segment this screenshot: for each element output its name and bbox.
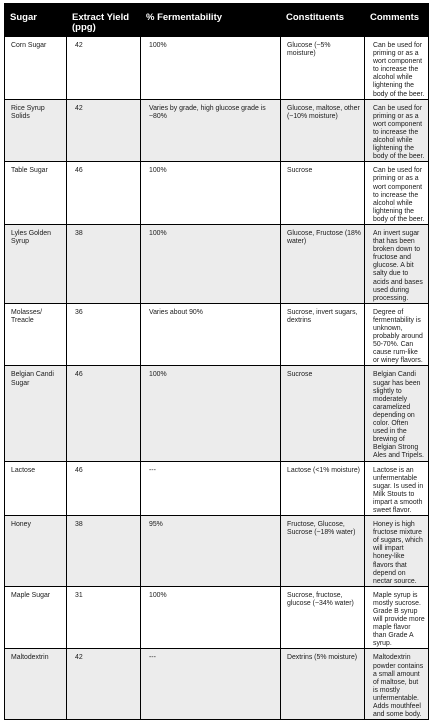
cell-constituents: Glucose, maltose, other (~10% moisture)	[281, 99, 365, 162]
table-row	[5, 366, 429, 461]
cell-sugar: Honey	[5, 516, 67, 587]
cell-yield: 46	[67, 366, 141, 461]
cell-comments: Maltodextrin powder contains a small amount of maltose, but is mostly unfermentable. Adds mouthfeel and some body.	[365, 649, 429, 720]
cell-fermentability: 100%	[141, 586, 281, 649]
cell-sugar: Lyles Golden Syrup	[5, 224, 67, 303]
cell-constituents: Sucrose	[281, 366, 365, 461]
table-row	[5, 516, 429, 587]
cell-sugar: Molasses/ Treacle	[5, 303, 67, 366]
cell-fermentability: 100%	[141, 224, 281, 303]
cell-sugar: Rice Syrup Solids	[5, 99, 67, 162]
sugar-table-sheet	[4, 3, 428, 719]
cell-fermentability: 100%	[141, 37, 281, 100]
table-row	[5, 649, 429, 720]
table-row	[5, 586, 429, 649]
cell-constituents: Sucrose, fructose, glucose (~34% water)	[281, 586, 365, 649]
cell-sugar: Maltodextrin	[5, 649, 67, 720]
table-row	[5, 37, 429, 100]
cell-yield: 42	[67, 99, 141, 162]
table-body	[5, 37, 429, 720]
sugar-table	[4, 3, 429, 720]
cell-comments: Can be used for priming or as a wort component to increase the alcohol while lightening the body of the beer.	[365, 162, 429, 225]
header-row	[5, 4, 429, 37]
cell-yield: 31	[67, 586, 141, 649]
table-header	[5, 4, 429, 37]
cell-constituents: Glucose (~5% moisture)	[281, 37, 365, 100]
cell-constituents: Sucrose, invert sugars, dextrins	[281, 303, 365, 366]
cell-constituents: Glucose, Fructose (18% water)	[281, 224, 365, 303]
cell-sugar: Maple Sugar	[5, 586, 67, 649]
cell-fermentability: Varies about 90%	[141, 303, 281, 366]
cell-yield: 36	[67, 303, 141, 366]
cell-fermentability: 100%	[141, 162, 281, 225]
cell-fermentability: Varies by grade, high glucose grade is ~80%	[141, 99, 281, 162]
table-row	[5, 162, 429, 225]
cell-constituents: Lactose (<1% moisture)	[281, 461, 365, 516]
cell-yield: 42	[67, 649, 141, 720]
cell-comments: Degree of fermentability is unknown, probably around 50-70%. Can cause rum-like or winey flavors.	[365, 303, 429, 366]
cell-fermentability: 100%	[141, 366, 281, 461]
cell-yield: 46	[67, 162, 141, 225]
cell-yield: 42	[67, 37, 141, 100]
cell-comments: Honey is high fructose mixture of sugars, which will impart honey-like flavors that depend on nectar source.	[365, 516, 429, 587]
cell-comments: Belgian Candi sugar has been slightly to moderately caramelized depending on color. Often used in the brewing of Belgian Strong Ales and Tripels.	[365, 366, 429, 461]
cell-sugar: Corn Sugar	[5, 37, 67, 100]
cell-yield: 38	[67, 516, 141, 587]
table-row	[5, 99, 429, 162]
cell-comments: Can be used for priming or as a wort component to increase the alcohol while lightening the body of the beer.	[365, 99, 429, 162]
cell-yield: 46	[67, 461, 141, 516]
cell-yield: 38	[67, 224, 141, 303]
header-extract-yield: Extract Yield (ppg)	[67, 4, 141, 37]
header-constituents: Constituents	[281, 4, 365, 37]
table-row	[5, 303, 429, 366]
header-comments: Comments	[365, 4, 429, 37]
cell-constituents: Sucrose	[281, 162, 365, 225]
cell-fermentability: 95%	[141, 516, 281, 587]
header-sugar: Sugar	[5, 4, 67, 37]
cell-comments: Maple syrup is mostly sucrose. Grade B syrup will provide more maple flavor than Grade A syrup.	[365, 586, 429, 649]
cell-constituents: Dextrins (5% moisture)	[281, 649, 365, 720]
cell-comments: Can be used for priming or as a wort component to increase the alcohol while lightening the body of the beer.	[365, 37, 429, 100]
cell-sugar: Lactose	[5, 461, 67, 516]
header-fermentability: % Fermentability	[141, 4, 281, 37]
cell-constituents: Fructose, Glucose, Sucrose (~18% water)	[281, 516, 365, 587]
cell-comments: Lactose is an unfermentable sugar. Is used in Milk Stouts to impart a smooth sweet flavor.	[365, 461, 429, 516]
cell-comments: An invert sugar that has been broken down to fructose and glucose. A bit salty due to acids and bases used during processing.	[365, 224, 429, 303]
cell-fermentability: ---	[141, 649, 281, 720]
cell-sugar: Table Sugar	[5, 162, 67, 225]
cell-sugar: Belgian Candi Sugar	[5, 366, 67, 461]
table-row	[5, 461, 429, 516]
table-row	[5, 224, 429, 303]
cell-fermentability: ---	[141, 461, 281, 516]
